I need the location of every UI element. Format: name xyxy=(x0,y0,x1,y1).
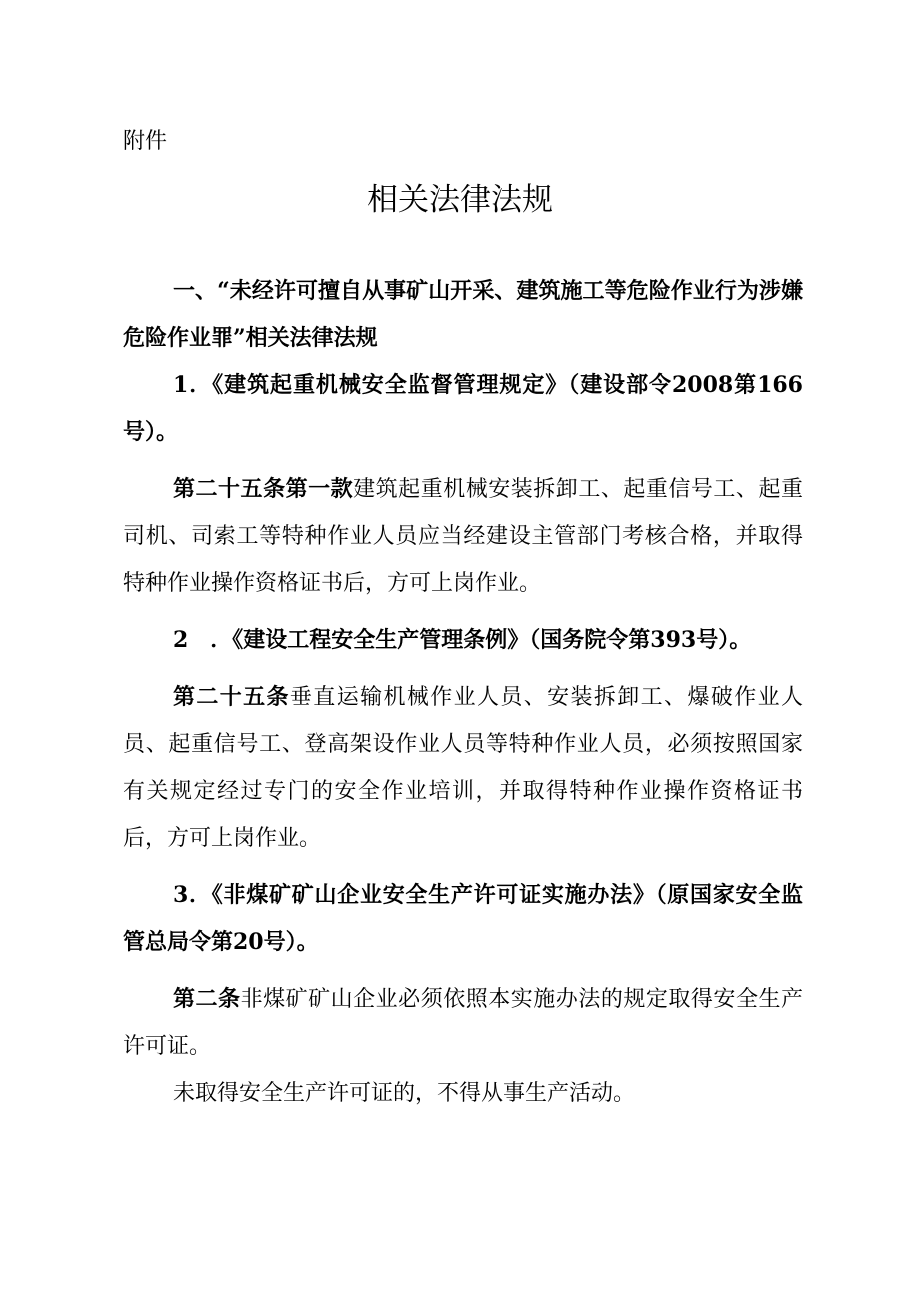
document-body xyxy=(123,268,803,1117)
item-2-article-text: 垂直运输机械作业人员、安装拆卸工、爆破作业人员、起重信号工、登高架设作业人员等特种作业人员，必须按照国家有关规定经过专门的安全作业培训，并取得特种作业操作资格证书后，方可上岗作业。 xyxy=(123,685,803,851)
item-3-extra-paragraph: 未取得安全生产许可证的，不得从事生产活动。 xyxy=(173,1081,636,1106)
item-2-article-label: 第二十五条 xyxy=(173,684,290,710)
item-3-heading: 3．《非煤矿矿山企业安全生产许可证实施办法》（原国家安全监管总局令第20号）。 xyxy=(123,882,803,955)
attachment-label: 附件 xyxy=(123,129,168,154)
item-3-article xyxy=(123,976,803,1070)
item-1-heading: 1．《建筑起重机械安全监督管理规定》（建设部令2008第166号）。 xyxy=(123,372,803,445)
item-2-heading: 2 ．《建设工程安全生产管理条例》（国务院令第393号）。 xyxy=(173,627,752,653)
section-heading: 一、“未经许可擅自从事矿山开采、建筑施工等危险作业行为涉嫌危险作业罪”相关法律法规 xyxy=(123,278,803,351)
item-1-article-label: 第二十五条第一款 xyxy=(173,476,354,502)
item-1-article-text: 建筑起重机械安装拆卸工、起重信号工、起重司机、司索工等特种作业人员应当经建设主管部门考核合格，并取得特种作业操作资格证书后，方可上岗作业。 xyxy=(123,477,803,596)
page-title: 相关法律法规 xyxy=(367,182,553,218)
item-2-article xyxy=(123,674,803,862)
item-3-article-text: 非煤矿矿山企业必须依照本实施办法的规定取得安全生产许可证。 xyxy=(123,987,803,1059)
item-3-article-label: 第二条 xyxy=(173,986,241,1012)
item-1-article xyxy=(123,466,803,607)
